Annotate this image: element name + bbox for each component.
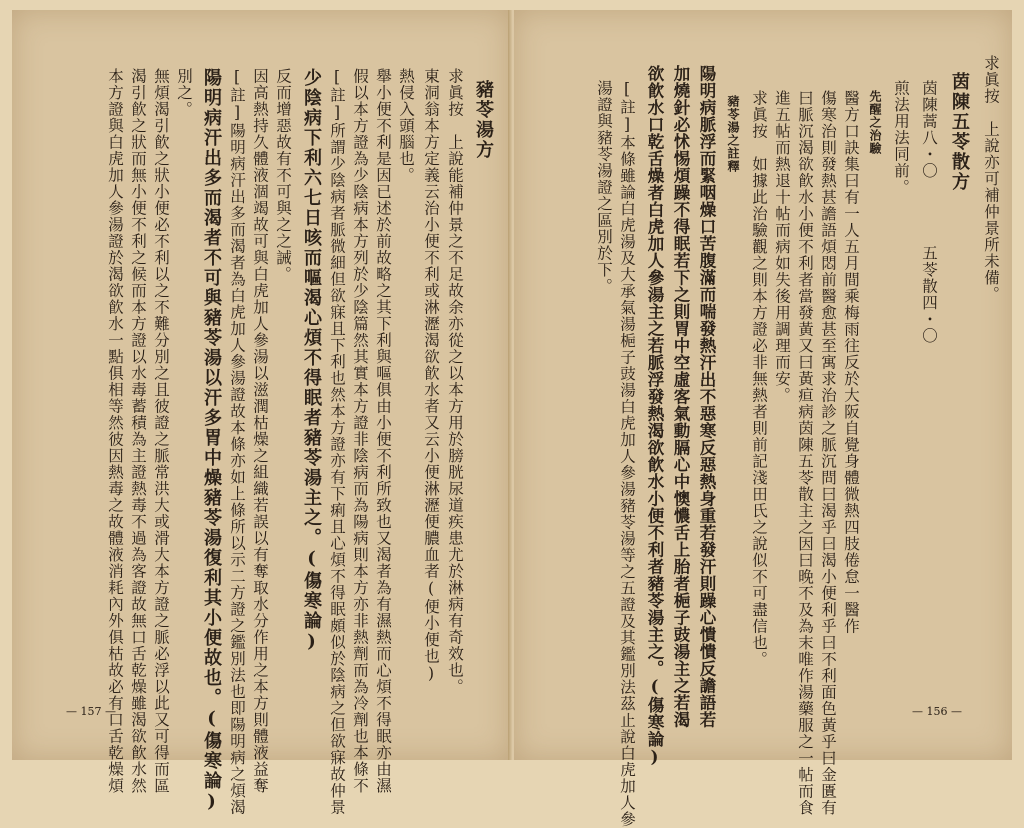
- section-heading: 陽明病脈浮而緊咽燥口苦腹滿而喘發熱汗出不惡寒反惡熱身重若發汗則躁心憒憒反譫語若: [697, 65, 716, 728]
- subheading: 豬苓湯之註釋: [726, 95, 740, 173]
- text-column: 渴引飮之狀而無小便不利之候而本方證以水毒蓄積為主證熱毒不過為客證故無口舌乾燥雖渴欲飮水然: [129, 68, 147, 794]
- page-number: — 157 —: [66, 705, 116, 718]
- section-heading: 加燒針必怵惕煩躁不得眠若下之則胃中空虛客氣動膈心中懊憹舌上胎者梔子豉湯主之若渴: [671, 65, 690, 728]
- formula-title: 茵陳五苓散方: [949, 72, 970, 192]
- page-number: — 156 —: [912, 705, 962, 718]
- section-heading: 少陰病下利六七日咳而嘔渴心煩不得眠者豬苓湯主之。(傷寒論): [301, 68, 322, 654]
- text-column: 因高熱持久體液涸竭故可與白虎加人參湯以滋潤枯燥之組織若誤以有奪取水分作用之本方則體液益奪: [251, 68, 269, 794]
- right-page: [514, 10, 1012, 828]
- text-column: 求眞按 上說亦可補仲景所未備。: [982, 55, 1000, 303]
- text-column: 求眞按 上說能補仲景之不足故余亦從之以本方用於膀胱尿道疾患尤於淋病有奇效也。: [446, 68, 464, 695]
- text-column: [註]所謂少陰病者脈微細但欲寐且下利也然本方證亦有下痢且心煩不得眠頗似於陰病之但欲寐故仲景: [328, 68, 346, 816]
- formula-title: 豬苓湯方: [473, 80, 494, 160]
- text-column: 舉小便不利是因已述於前故略之其下利與嘔俱由小便不利所致也又渴者為有濕熱而心煩不得眠亦由濕: [374, 68, 392, 794]
- text-column: 東洞翁本方定義云治小便不利或淋瀝渴欲飮水者又云小便淋瀝便膿血者(便小便也): [422, 68, 440, 684]
- text-column: 反而增惡故有不可與之之誡。: [274, 68, 292, 283]
- text-column: 曰脈沉渴欲飮水小便不利者當發黃又曰黃疸病茵陳五苓散主之因曰晚不及為末唯作湯藥服之一帖而食: [796, 90, 814, 816]
- subheading: 先醒之治驗: [868, 90, 882, 155]
- text-column: 假以本方證為少陰病本方列於少陰篇然其實本方證非陰病而為陽病則本方亦非熱劑而為冷劑也本條不: [351, 68, 369, 794]
- text-column: [註]本條雖論白虎湯及大承氣湯梔子豉湯白虎加人參湯豬苓湯等之五證及其鑑別法茲止說白虎加人參: [618, 80, 636, 828]
- text-column: 熱侵入頭腦也。: [397, 68, 415, 184]
- section-heading: 陽明病汗出多而渴者不可與豬苓湯以汗多胃中燥豬苓湯復利其小便故也。(傷寒論): [201, 68, 222, 814]
- text-column: 進五帖而熱退十帖而病如失後用調理而安。: [773, 90, 791, 404]
- text-column: 醫方口訣集曰有一人五月間乘梅雨往反於大阪自覺身體微熱四肢倦怠一醫作: [842, 90, 860, 635]
- text-column: 傷寒治則發熱甚譫語煩悶前醫愈甚至寓求治診之脈沉問曰渴乎曰渴小便利乎曰不利面色黃乎曰金匱有: [819, 90, 837, 816]
- text-column: 湯證與豬苓湯證之區別於下。: [595, 80, 613, 295]
- text-column: 本方證與白虎加人參湯證於渴欲飮水一點俱相等然彼因熱毒之故體液消耗內外俱枯故必有口舌乾燥煩: [106, 68, 124, 794]
- section-heading: 欲飮水口乾舌燥者白虎加人參湯主之若脈浮發熱渴欲飮水小便不利者豬苓湯主之。(傷寒論): [645, 65, 664, 767]
- text-column: 別之。: [175, 68, 193, 118]
- text-column: 煎法用法同前。: [892, 80, 910, 196]
- ingredients-column: 茵陳蒿八・〇 五苓散四・〇: [920, 80, 938, 344]
- text-column: [註]陽明病汗出多而渴者為白虎加人參湯證故本條亦如上條所以示二方證之鑑別法也即陽明病之煩渴: [228, 68, 246, 816]
- text-column: 求眞按 如據此治驗觀之則本方證必非無熱者則前記淺田氏之說似不可盡信也。: [750, 90, 768, 668]
- text-column: 無煩渴引飮之狀小便必不利以之不難分別之且彼證之脈常洪大或滑大本方證之脈必浮以此又可得而區: [152, 68, 170, 794]
- left-page: [12, 10, 510, 816]
